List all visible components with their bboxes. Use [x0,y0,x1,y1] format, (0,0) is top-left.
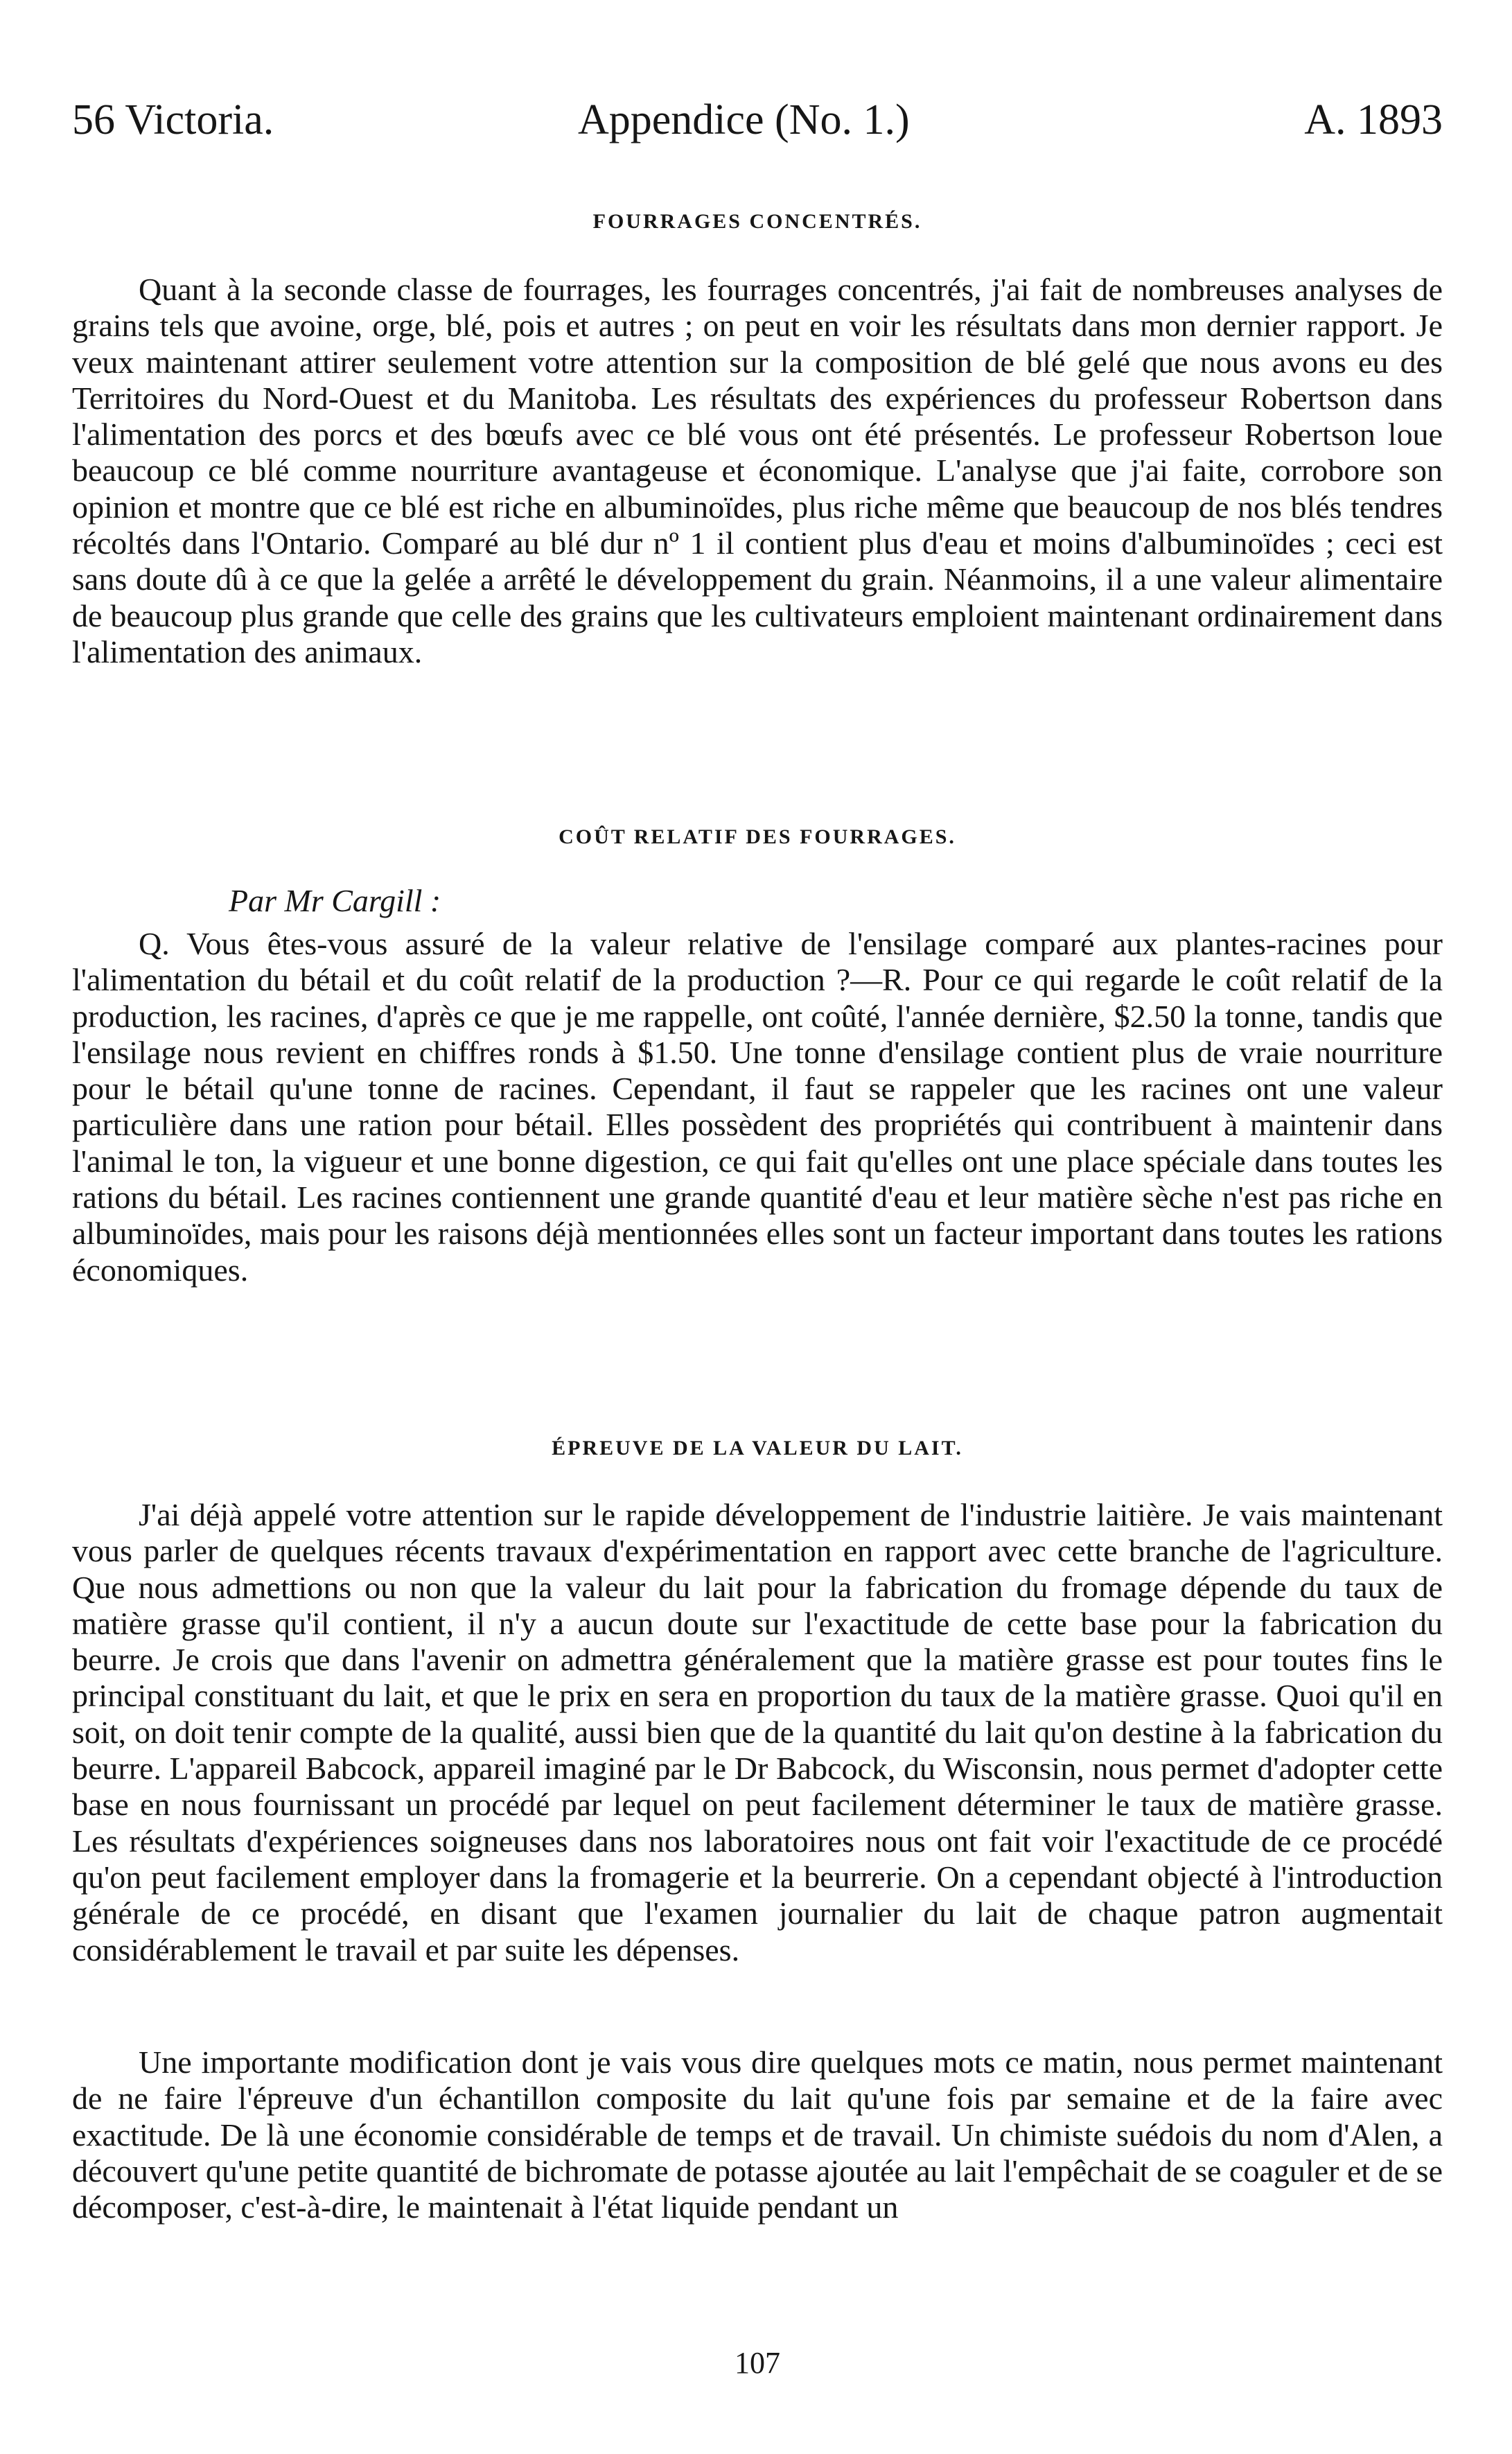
paragraph-epreuve-2: Une importante modification dont je vais vous dire quelques mots ce matin, nous permet maintenant de ne faire l'épreuve d'un échantillon composite du lait qu'une fois par semaine et de la faire avec exactitude. De là une économie considérable de temps et de travail. Un chimiste suédois du nom d'Alen, a découvert qu'une petite quantité de bichromate de potasse ajoutée au lait l'empêchait de se coaguler et de se décomposer, c'est-à-dire, le maintenait à l'état liquide pendant un [72,2044,1443,2225]
running-header [72,89,1443,151]
header-appendix: Appendice (No. 1.) [578,96,910,143]
heading-cout-relatif: COÛT RELATIF DES FOURRAGES. [559,825,956,848]
paragraph-epreuve-1: J'ai déjà appelé votre attention sur le rapide développement de l'industrie laitière. Je vais maintenant vous parler de quelques récents travaux d'expérimentation en rapport avec cette branche de l'agriculture. Que nous admettions ou non que la valeur du lait pour la fabrication du fromage dépende du taux de matière grasse qu'il contient, il n'y a aucun doute sur l'exactitude de cette base pour la fabrication du beurre. Je crois que dans l'avenir on admettra généralement que la matière grasse est pour toutes fins le principal constituant du lait, et que le prix en sera en proportion du taux de la matière grasse. Quoi qu'il en soit, on doit tenir compte de la qualité, aussi bien que de la quantité du lait qu'on destine à la fabrication du beurre. L'appareil Babcock, appareil imaginé par le Dr Babcock, du Wisconsin, nous permet d'adopter cette base en nous fournissant un procédé par lequel on peut facilement déterminer le taux de matière grasse. Les résultats d'expériences soigneuses dans nos laboratoires nous ont fait voir l'exactitude de ce procédé qu'on peut facilement employer dans la fromagerie et la beurrerie. On a cependant objecté à l'introduction générale de ce procédé, en disant que l'examen journalier du lait de chaque patron augmentait considérablement le travail et par suite les dépenses. [72,1497,1443,1967]
paragraph-cout-relatif: Q. Vous êtes-vous assuré de la valeur relative de l'ensilage comparé aux plantes-racines pour l'alimentation du bétail et du coût relatif de la production ?—R. Pour ce qui regarde le coût relatif de la production, les racines, d'après ce que je me rappelle, ont coûté, l'année dernière, $2.50 la tonne, tandis que l'ensilage nous revient en chiffres ronds à $1.50. Une tonne d'ensilage contient plus de vraie nourriture pour le bétail qu'une tonne de racines. Cependant, il faut se rappeler que les racines ont une valeur particulière dans une ration pour bétail. Elles possèdent des propriétés qui contribuent à maintenir dans l'animal le ton, la vigueur et une bonne digestion, ce qui fait qu'elles ont une place spéciale dans toutes les rations du bétail. Les racines contiennent une grande quantité d'eau et leur matière sèche n'est pas riche en albuminoïdes, mais pour les raisons déjà mentionnées elles sont un facteur important dans toutes les rations économiques. [72,926,1443,1288]
document-page [72,0,1443,2454]
speaker-label: Par Mr Cargill : [229,883,441,918]
header-year: A. 1893 [1304,96,1443,143]
page-number: 107 [735,2346,780,2380]
paragraph-fourrages-concentres: Quant à la seconde classe de fourrages, les fourrages concentrés, j'ai fait de nombreuses analyses de grains tels que avoine, orge, blé, pois et autres ; on peut en voir les résultats dans mon dernier rapport. Je veux maintenant attirer seulement votre attention sur la composition de blé gelé que nous avons eu des Territoires du Nord-Ouest et du Manitoba. Les résultats des expériences du professeur Robertson dans l'alimentation des porcs et des bœufs avec ce blé vous ont été présentés. Le professeur Robertson loue beaucoup ce blé comme nourriture avantageuse et économique. L'analyse que j'ai faite, corrobore son opinion et montre que ce blé est riche en albuminoïdes, plus riche même que beaucoup de nos blés tendres récoltés dans l'Ontario. Comparé au blé dur nº 1 il contient plus d'eau et moins d'albuminoïdes ; ceci est sans doute dû à ce que la gelée a arrêté le développement du grain. Néanmoins, il a une valeur alimentaire de beaucoup plus grande que celle des grains que les cultivateurs emploient maintenant ordinairement dans l'alimentation des animaux. [72,272,1443,669]
header-session: 56 Victoria. [72,96,274,143]
heading-epreuve-lait: ÉPREUVE DE LA VALEUR DU LAIT. [552,1437,963,1460]
heading-fourrages-concentres: FOURRAGES CONCENTRÉS. [592,210,922,233]
